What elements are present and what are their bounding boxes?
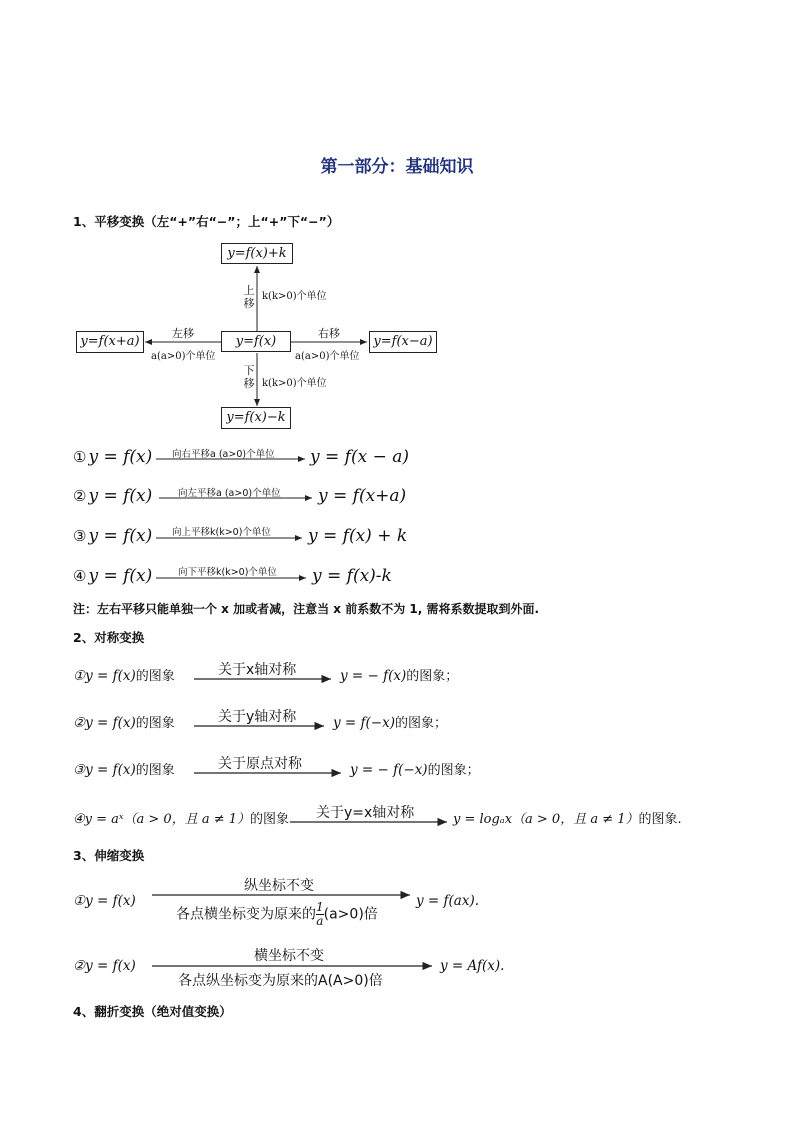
s1-item-1-rhs: y = f(x − a) [310, 447, 409, 467]
box-top: y=f(x)+k [221, 243, 293, 264]
s1-item-1-num: ① [73, 448, 87, 466]
s1-item-4-arrow: 向下平移k(k>0)个单位 [178, 567, 277, 578]
s3-item-2-lhs: y = f(x) [85, 958, 136, 974]
box-center: y=f(x) [221, 331, 291, 352]
s2-item-2-rhs-suffix: 的图象； [394, 716, 447, 731]
box-left: y=f(x+a) [76, 331, 144, 353]
s3-item-2-rhs-group [440, 958, 504, 974]
s2-item-1-arrow: 关于x轴对称 [218, 662, 297, 678]
s3-item-1-frac-num: 1 [316, 900, 324, 914]
s2-item-1-num: ① [73, 668, 86, 684]
section-4-heading: 4、翻折变换（绝对值变换） [73, 1004, 232, 1019]
s2-item-1-rhs-suffix: 的图象； [406, 669, 459, 684]
label-right: 右移 [318, 327, 340, 340]
section-3-heading: 3、伸缩变换 [73, 848, 145, 863]
s1-item-4-num: ④ [73, 567, 87, 585]
s1-item-3-rhs: y = f(x) + k [308, 526, 408, 546]
s2-item-3-arrow: 关于原点对称 [218, 756, 302, 772]
s3-item-1-rhs: y = f(ax). [416, 893, 480, 909]
section-1-note: 注：左右平移只能单独一个 x 加或者减，注意当 x 前系数不为 1, 需将系数提取到外面. [73, 602, 540, 616]
s2-item-2-arrow: 关于y轴对称 [218, 709, 297, 725]
s1-item-2-num: ② [73, 487, 87, 505]
label-up-cond: k(k>0)个单位 [262, 291, 327, 302]
s3-item-2-num: ② [73, 958, 86, 974]
s3-item-1-bottom [176, 901, 378, 928]
s2-item-2-rhs: y = f(−x) [333, 715, 395, 731]
s1-item-4-rhs: y = f(x)-k [312, 566, 392, 586]
s2-item-4-rhs: y = logₐx（a > 0，且 a ≠ 1） [453, 812, 639, 827]
s2-item-1-lhs: y = f(x) [85, 668, 136, 684]
s3-item-1-top: 纵坐标不变 [244, 878, 314, 894]
s3-item-1-lhs: y = f(x) [85, 893, 136, 909]
s3-item-1-frac-den: a [316, 914, 324, 928]
label-left-cond: a(a>0)个单位 [151, 351, 216, 362]
s2-item-2-lhs: y = f(x) [85, 715, 136, 731]
s3-item-1-bottom-post: (a>0)倍 [323, 906, 378, 923]
s1-item-3-num: ③ [73, 527, 87, 545]
s3-item-1 [73, 893, 136, 909]
s1-item-2-lhs: y = f(x) [88, 486, 153, 506]
s3-item-1-rhs-group [416, 893, 479, 909]
section-1-heading: 1、平移变换（左“+”右“−”；上“+”下“−”） [73, 214, 340, 229]
s2-item-3-rhs-suffix: 的图象； [427, 763, 480, 778]
s1-item-2-rhs: y = f(x+a) [318, 486, 407, 506]
s2-item-3-num: ③ [73, 762, 86, 778]
box-bottom: y=f(x)−k [221, 407, 291, 429]
box-right: y=f(x−a) [369, 331, 437, 353]
s1-item-4-lhs: y = f(x) [88, 566, 153, 586]
label-down: 下移 [243, 364, 255, 390]
s3-item-2-top: 横坐标不变 [254, 948, 324, 964]
s1-item-1-arrow: 向右平移a (a>0)个单位 [172, 449, 275, 460]
s3-item-1-fraction [316, 901, 324, 928]
s1-item-2-arrow: 向左平移a (a>0)个单位 [178, 488, 281, 499]
s1-item-3-arrow: 向上平移k(k>0)个单位 [172, 527, 271, 538]
s2-item-4-rhs-suffix: 的图象. [638, 812, 682, 827]
s1-item-3-lhs: y = f(x) [88, 526, 153, 546]
s3-item-2-bottom: 各点纵坐标变为原来的A(A>0)倍 [178, 973, 383, 989]
label-right-cond: a(a>0)个单位 [295, 351, 360, 362]
s2-item-3-lhs-suffix: 的图象 [135, 763, 175, 778]
s1-item-1-lhs: y = f(x) [88, 447, 153, 467]
s3-item-1-num: ① [73, 893, 86, 909]
s3-item-1-bottom-pre: 各点横坐标变为原来的 [176, 906, 316, 923]
s2-item-4-num: ④ [73, 812, 85, 827]
section-2-heading: 2、对称变换 [73, 630, 145, 645]
label-down-cond: k(k>0)个单位 [262, 378, 327, 389]
s2-item-1-lhs-suffix: 的图象 [135, 669, 175, 684]
s2-item-4-lhs-suffix: 的图象 [250, 812, 290, 827]
s2-item-1-rhs: y = − f(x) [340, 668, 407, 684]
s2-item-4-arrow: 关于y=x轴对称 [316, 805, 415, 821]
s2-item-2-num: ② [73, 715, 86, 731]
s2-item-3-rhs: y = − f(−x) [350, 762, 428, 778]
s2-item-2-lhs-suffix: 的图象 [135, 716, 175, 731]
s2-item-4-lhs: y = aˣ（a > 0，且 a ≠ 1） [84, 812, 251, 827]
page-title: 第一部分：基础知识 [320, 157, 474, 177]
label-left: 左移 [172, 327, 194, 340]
label-up: 上移 [243, 284, 255, 310]
s2-item-3-lhs: y = f(x) [85, 762, 136, 778]
s3-item-2 [73, 958, 136, 974]
s3-item-2-rhs: y = Af(x). [440, 958, 505, 974]
